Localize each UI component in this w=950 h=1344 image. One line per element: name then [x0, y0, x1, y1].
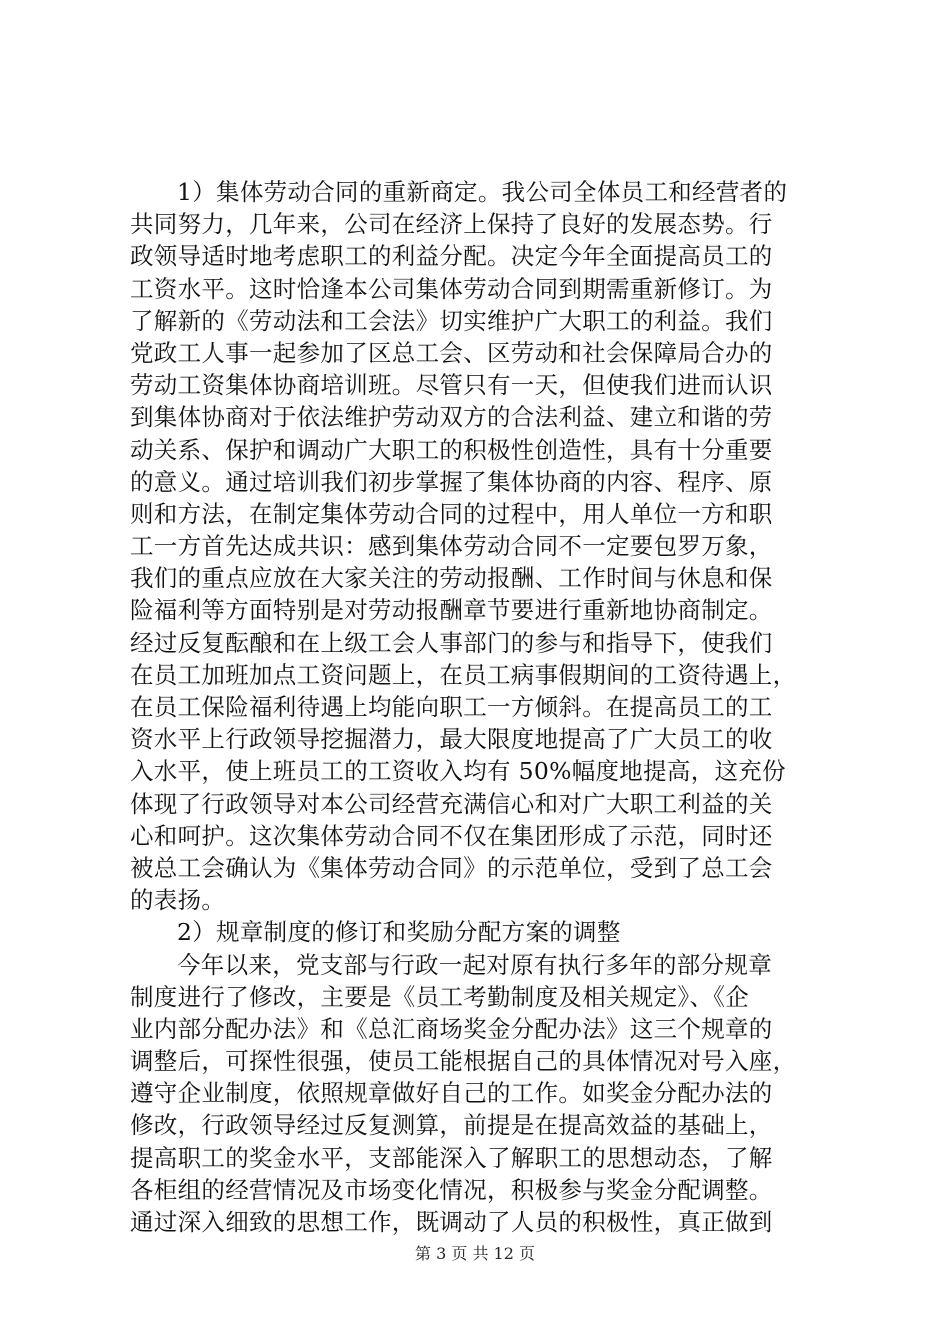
paragraph-line: 入水平，使上班员工的工资收入均有 50%幅度地提高，这充份: [130, 757, 786, 786]
paragraph-line: 在员工加班加点工资问题上，在员工病事假期间的工资待遇上，: [130, 660, 797, 689]
paragraph-line: 体现了行政领导对本公司经营充满信心和对广大职工利益的关: [130, 789, 773, 818]
paragraph-line: 修改，行政领导经过反复测算，前提是在提高效益的基础上，: [130, 1111, 773, 1140]
paragraph-line: 工一方首先达成共识：感到集体劳动合同不一定要包罗万象，: [130, 532, 773, 561]
paragraph-line: 调整后，可探性很强，使员工能根据自己的具体情况对号入座，: [130, 1047, 797, 1076]
paragraph-line: 经过反复酝酿和在上级工会人事部门的参与和指导下，使我们: [130, 628, 773, 657]
paragraph-line: 今年以来，党支部与行政一起对原有执行多年的部分规章: [177, 950, 772, 979]
paragraph-line: 动关系、保护和调动广大职工的积极性创造性，具有十分重要: [130, 435, 773, 464]
paragraph-line: 业内部分配办法》和《总汇商场奖金分配办法》这三个规章的: [130, 1014, 773, 1043]
paragraph-line: 了解新的《劳动法和工会法》切实维护广大职工的利益。我们: [130, 306, 773, 335]
paragraph-line: 到集体协商对于依法维护劳动双方的合法利益、建立和谐的劳: [130, 403, 773, 432]
paragraph-line: 党政工人事一起参加了区总工会、区劳动和社会保障局合办的: [130, 338, 773, 367]
paragraph-line: 1）集体劳动合同的重新商定。我公司全体员工和经营者的: [177, 178, 788, 206]
paragraph-line: 的意义。通过培训我们初步掌握了集体协商的内容、程序、原: [130, 467, 773, 496]
paragraph-line: 政领导适时地考虑职工的利益分配。决定今年全面提高员工的: [130, 242, 773, 271]
paragraph-line: 在员工保险福利待遇上均能向职工一方倾斜。在提高员工的工: [130, 693, 773, 721]
paragraph-line: 提高职工的奖金水平，支部能深入了解职工的思想动态，了解: [130, 1143, 773, 1172]
paragraph-line: 我们的重点应放在大家关注的劳动报酬、工作时间与休息和保: [130, 564, 773, 593]
paragraph-line: 险福利等方面特别是对劳动报酬章节要进行重新地协商制定。: [130, 596, 773, 625]
paragraph-line: 劳动工资集体协商培训班。尽管只有一天，但使我们进而认识: [130, 371, 773, 400]
page-number-footer: 第 3 页 共 12 页: [415, 1244, 535, 1263]
paragraph-line: 的表扬。: [130, 886, 226, 915]
paragraph-line: 制度进行了修改，主要是《员工考勤制度及相关规定》、《企: [130, 982, 750, 1011]
paragraph-line: 遵守企业制度，依照规章做好自己的工作。如奖金分配办法的: [130, 1079, 773, 1108]
section-heading: 2）规章制度的修订和奖励分配方案的调整: [177, 918, 621, 947]
document-body: [130, 176, 830, 1238]
paragraph-line: 则和方法，在制定集体劳动合同的过程中，用人单位一方和职: [130, 499, 773, 528]
paragraph-line: 各柜组的经营情况及市场变化情况，积极参与奖金分配调整。: [130, 1175, 773, 1204]
paragraph-line: 工资水平。这时恰逢本公司集体劳动合同到期需重新修订。为: [130, 274, 773, 303]
paragraph-line: 资水平上行政领导挖掘潜力，最大限度地提高了广大员工的收: [130, 725, 773, 754]
paragraph-line: 共同努力，几年来，公司在经济上保持了良好的发展态势。行: [130, 210, 773, 239]
paragraph-line: 通过深入细致的思想工作，既调动了人员的积极性，真正做到: [130, 1208, 773, 1236]
paragraph-line: 被总工会确认为《集体劳动合同》的示范单位，受到了总工会: [130, 853, 773, 882]
paragraph-line: 心和呵护。这次集体劳动合同不仅在集团形成了示范，同时还: [130, 821, 773, 850]
